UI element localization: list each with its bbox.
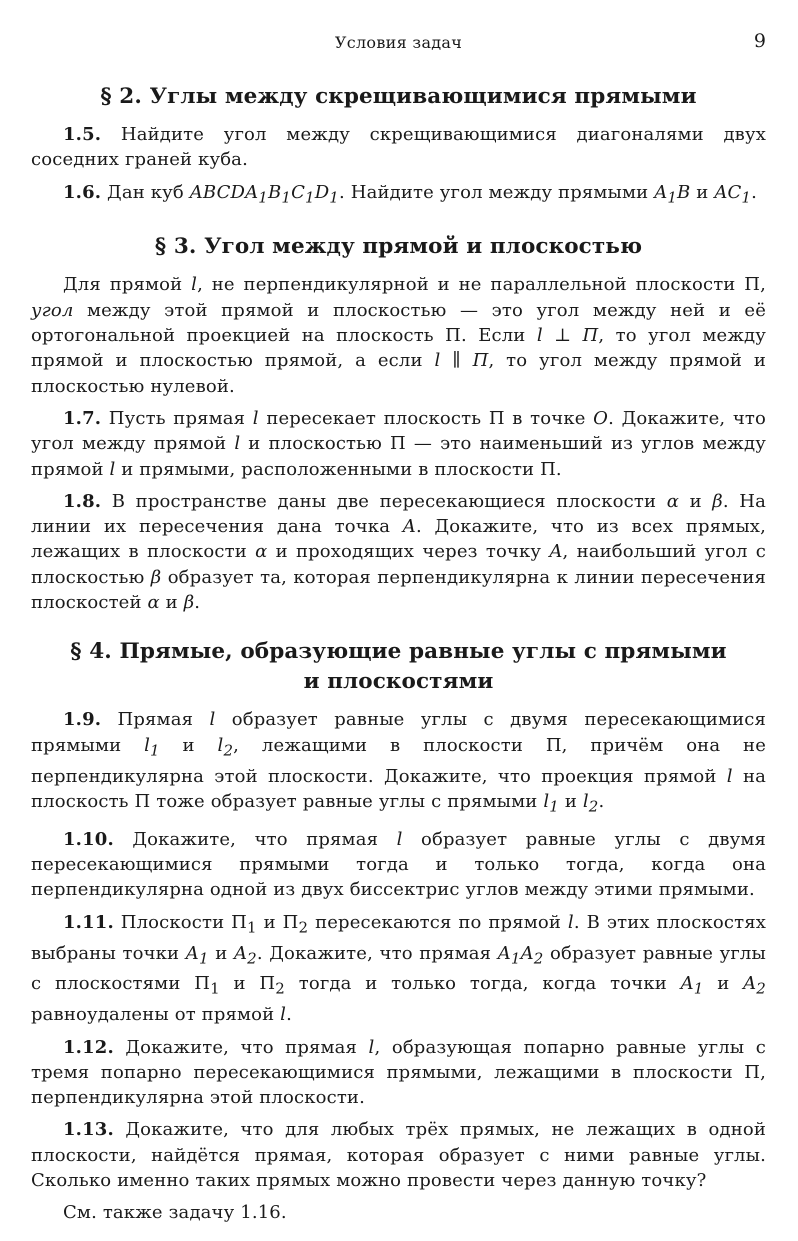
math-line-ac1: $AC_1$ xyxy=(714,181,752,207)
problem-number: 1.7. xyxy=(63,407,102,429)
math-cube: $ABCDA_1B_1C_1D_1$ xyxy=(189,181,339,207)
text-run: Дан куб xyxy=(101,181,190,203)
text-run: и xyxy=(690,181,715,203)
problem-1-11: 1.11. Плоскости $\Pi_1$ и $\Pi_2$ пересекаются по прямой l. В этих плоскостях выбраны точки $A_1$ и $A_2$. Докажите, что прямая $A_1A_2$ образует равные углы с плоскостями $\Pi_1$ и $\Pi_2$ тогда и только тогда, когда точки $A_1$ и $A_2$ равноудалены от прямой l. xyxy=(31,911,767,1026)
section-4-title: § 4. Прямые, образующие равные углы с прямыми и плоскостями xyxy=(70,639,727,695)
problem-number: 1.9. xyxy=(63,709,102,731)
problem-1-9: 1.9. Прямая l образует равные углы с двумя пересекающимися прямыми $l_1$ и $l_2$, лежащими в плоскости Π, причём она не перпендикулярна этой плоскости. Докажите, что проекция прямой l на плоскость Π тоже образует равные углы с прямыми $l_1$ и $l_2$. xyxy=(31,709,767,816)
running-head xyxy=(31,30,766,54)
text-run: . Найдите угол между прямыми xyxy=(339,181,655,203)
problem-text: Найдите угол между скрещивающимися диагоналями двух соседних граней куба. xyxy=(31,124,766,171)
problem-1-5 xyxy=(31,122,766,173)
defined-term: угол xyxy=(31,299,74,321)
problem-number: 1.5. xyxy=(63,124,102,145)
problem-number: 1.13. xyxy=(63,1119,114,1141)
problem-1-10: 1.10. Докажите, что прямая l образует равные углы с двумя пересекающимися прямыми тогда и только тогда, когда она перпендикулярна одной из двух биссектрис углов между этими прямыми. xyxy=(31,828,766,901)
section-3-title: § 3. Угол между прямой и плоскостью xyxy=(154,234,643,260)
text-run: . xyxy=(751,181,757,203)
section-2-title: § 2. Углы между скрещивающимися прямыми xyxy=(100,84,697,109)
problem-number: 1.12. xyxy=(63,1036,114,1058)
problem-number: 1.11. xyxy=(63,911,114,933)
page-number: 9 xyxy=(753,30,766,52)
running-title: Условия задач xyxy=(334,33,463,52)
problem-1-13: 1.13. Докажите, что для любых трёх прямых, не лежащих в одной плоскости, найдётся прямая, которая образует с ними равные углы. Сколько именно таких прямых можно провести через данную точку? xyxy=(31,1119,766,1192)
section-3-intro: Для прямой l, не перпендикулярной и не параллельной плоскости Π, угол между этой прямой и плоскостью — это угол между ней и её ортогональной проекцией на плоскость Π. Если l ⊥ Π, то угол между прямой и плоскостью прямой, а если l ∥ Π, то угол между прямой и плоскостью нулевой. xyxy=(31,274,767,397)
problem-number: 1.10. xyxy=(63,828,114,850)
see-also: См. также задачу 1.16. xyxy=(63,1202,287,1224)
page-content xyxy=(31,82,766,1226)
problem-1-7: 1.7. Пусть прямая l пересекает плоскость Π в точке O. Докажите, что угол между прямой l и плоскостью Π — это наименьший из углов между прямой l и прямыми, расположенными в плоскости Π. xyxy=(31,407,767,480)
problem-1-6 xyxy=(31,180,766,211)
problem-1-12: 1.12. Докажите, что прямая l, образующая попарно равные углы с тремя попарно пересекающимися прямыми, лежащими в плоскости Π, перпендикулярна этой плоскости. xyxy=(31,1036,766,1109)
problem-number: 1.8. xyxy=(63,490,102,512)
math-line-a1b: $A_1B$ xyxy=(654,181,691,207)
problem-number: 1.6. xyxy=(63,181,102,203)
problem-1-8: 1.8. В пространстве даны две пересекающиеся плоскости α и β. На линии их пересечения дана точка A. Докажите, что из всех прямых, лежащих в плоскости α и проходящих через точку A, наибольший угол с плоскостью β образует та, которая перпендикулярна к линии пересечения плоскостей α и β. xyxy=(31,490,766,614)
